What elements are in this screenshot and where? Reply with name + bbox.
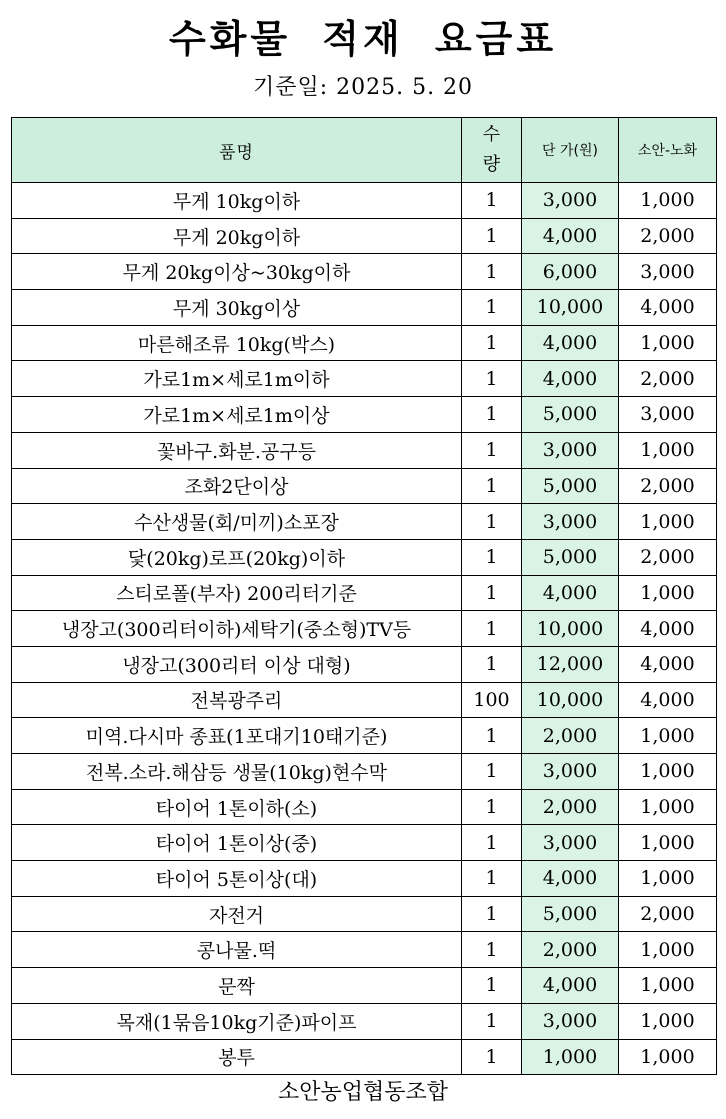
route-fee-cell: 2,000 (619, 361, 717, 397)
header-quantity-part1: 수 (482, 124, 501, 145)
header-quantity (462, 118, 522, 183)
table-row (12, 932, 717, 968)
header-item-name (12, 118, 462, 183)
unit-price-cell: 10,000 (522, 682, 619, 718)
route-fee-cell: 1,000 (619, 754, 717, 790)
unit-price-cell: 4,000 (522, 218, 619, 254)
table-row (12, 611, 717, 647)
table-header-row (12, 118, 717, 183)
route-fee-cell: 1,000 (619, 575, 717, 611)
table-row (12, 896, 717, 932)
route-fee-cell: 4,000 (619, 611, 717, 647)
quantity-cell: 1 (462, 646, 522, 682)
unit-price-cell: 10,000 (522, 290, 619, 326)
item-name-cell: 미역.다시마 종표(1포대기10태기준) (12, 718, 462, 754)
unit-price-cell: 3,000 (522, 432, 619, 468)
quantity-cell: 1 (462, 504, 522, 540)
item-name-cell: 조화2단이상 (12, 468, 462, 504)
route-fee-cell: 1,000 (619, 325, 717, 361)
table-row (12, 754, 717, 790)
unit-price-cell: 1,000 (522, 1039, 619, 1075)
table-row (12, 718, 717, 754)
route-fee-cell: 1,000 (619, 718, 717, 754)
quantity-cell: 1 (462, 183, 522, 219)
item-name-cell: 타이어 1톤이하(소) (12, 789, 462, 825)
item-name-cell: 전복.소라.해삼등 생물(10kg)현수막 (12, 754, 462, 790)
route-fee-cell: 1,000 (619, 789, 717, 825)
item-name-cell: 타이어 5톤이상(대) (12, 861, 462, 897)
unit-price-cell: 5,000 (522, 397, 619, 433)
item-name-cell: 무게 30kg이상 (12, 290, 462, 326)
quantity-cell: 100 (462, 682, 522, 718)
unit-price-cell: 6,000 (522, 254, 619, 290)
route-fee-cell: 1,000 (619, 968, 717, 1004)
table-row (12, 825, 717, 861)
unit-price-cell: 2,000 (522, 932, 619, 968)
quantity-cell: 1 (462, 539, 522, 575)
quantity-cell: 1 (462, 218, 522, 254)
quantity-cell: 1 (462, 968, 522, 1004)
route-fee-cell: 1,000 (619, 861, 717, 897)
table-row (12, 218, 717, 254)
unit-price-cell: 3,000 (522, 754, 619, 790)
unit-price-cell: 3,000 (522, 825, 619, 861)
quantity-cell: 1 (462, 825, 522, 861)
table-row (12, 325, 717, 361)
quantity-cell: 1 (462, 932, 522, 968)
unit-price-cell: 5,000 (522, 896, 619, 932)
table-row (12, 539, 717, 575)
item-name-cell: 봉투 (12, 1039, 462, 1075)
page-title: 수화물 적재 요금표 (168, 16, 558, 61)
item-name-cell: 스티로폴(부자) 200리터기준 (12, 575, 462, 611)
quantity-cell: 1 (462, 789, 522, 825)
route-fee-cell: 1,000 (619, 504, 717, 540)
route-fee-cell: 1,000 (619, 825, 717, 861)
unit-price-cell: 3,000 (522, 1003, 619, 1039)
route-fee-cell: 1,000 (619, 1039, 717, 1075)
organization-name: 소안농업협동조합 (277, 1080, 449, 1105)
route-fee-cell: 4,000 (619, 290, 717, 326)
header-item-name-part1: 품 (219, 142, 237, 163)
quantity-cell: 1 (462, 468, 522, 504)
quantity-cell: 1 (462, 397, 522, 433)
table-row (12, 789, 717, 825)
table-row (12, 468, 717, 504)
table-row (12, 861, 717, 897)
route-fee-cell: 1,000 (619, 432, 717, 468)
unit-price-cell: 2,000 (522, 789, 619, 825)
unit-price-cell: 5,000 (522, 539, 619, 575)
unit-price-cell: 4,000 (522, 968, 619, 1004)
unit-price-cell: 5,000 (522, 468, 619, 504)
quantity-cell: 1 (462, 861, 522, 897)
item-name-cell: 가로1m×세로1m이하 (12, 361, 462, 397)
table-row (12, 361, 717, 397)
fee-table (11, 117, 717, 1075)
quantity-cell: 1 (462, 290, 522, 326)
route-fee-cell: 1,000 (619, 183, 717, 219)
route-fee-cell: 4,000 (619, 646, 717, 682)
item-name-cell: 타이어 1톤이상(중) (12, 825, 462, 861)
quantity-cell: 1 (462, 575, 522, 611)
unit-price-cell: 12,000 (522, 646, 619, 682)
route-fee-cell: 2,000 (619, 539, 717, 575)
route-fee-cell: 2,000 (619, 218, 717, 254)
quantity-cell: 1 (462, 1039, 522, 1075)
route-fee-cell: 2,000 (619, 896, 717, 932)
route-fee-cell: 1,000 (619, 932, 717, 968)
item-name-cell: 콩나물.떡 (12, 932, 462, 968)
header-route-fee: 소안-노화 (619, 118, 717, 183)
quantity-cell: 1 (462, 254, 522, 290)
unit-price-cell: 3,000 (522, 183, 619, 219)
unit-price-cell: 4,000 (522, 325, 619, 361)
table-row (12, 397, 717, 433)
route-fee-cell: 3,000 (619, 397, 717, 433)
unit-price-cell: 10,000 (522, 611, 619, 647)
table-row (12, 504, 717, 540)
quantity-cell: 1 (462, 754, 522, 790)
item-name-cell: 문짝 (12, 968, 462, 1004)
quantity-cell: 1 (462, 361, 522, 397)
item-name-cell: 냉장고(300리터이하)세탁기(중소형)TV등 (12, 611, 462, 647)
table-row (12, 682, 717, 718)
quantity-cell: 1 (462, 896, 522, 932)
table-row (12, 432, 717, 468)
item-name-cell: 무게 20kg이하 (12, 218, 462, 254)
unit-price-cell: 4,000 (522, 861, 619, 897)
unit-price-cell: 3,000 (522, 504, 619, 540)
route-fee-cell: 1,000 (619, 1003, 717, 1039)
unit-price-cell: 4,000 (522, 575, 619, 611)
route-fee-cell: 4,000 (619, 682, 717, 718)
unit-price-cell: 4,000 (522, 361, 619, 397)
item-name-cell: 수산생물(회/미끼)소포장 (12, 504, 462, 540)
quantity-cell: 1 (462, 611, 522, 647)
item-name-cell: 닻(20kg)로프(20kg)이하 (12, 539, 462, 575)
quantity-cell: 1 (462, 718, 522, 754)
quantity-cell: 1 (462, 432, 522, 468)
table-row (12, 1039, 717, 1075)
table-row (12, 290, 717, 326)
route-fee-cell: 3,000 (619, 254, 717, 290)
table-row (12, 1003, 717, 1039)
reference-date: 기준일: 2025. 5. 20 (252, 75, 474, 100)
item-name-cell: 무게 20kg이상~30kg이하 (12, 254, 462, 290)
table-row (12, 968, 717, 1004)
item-name-cell: 가로1m×세로1m이상 (12, 397, 462, 433)
route-fee-cell: 2,000 (619, 468, 717, 504)
item-name-cell: 전복광주리 (12, 682, 462, 718)
item-name-cell: 무게 10kg이하 (12, 183, 462, 219)
item-name-cell: 자전거 (12, 896, 462, 932)
table-row (12, 183, 717, 219)
quantity-cell: 1 (462, 1003, 522, 1039)
table-row (12, 254, 717, 290)
table-row (12, 575, 717, 611)
item-name-cell: 마른해조류 10kg(박스) (12, 325, 462, 361)
table-row (12, 646, 717, 682)
header-item-name-part2: 명 (236, 142, 254, 163)
item-name-cell: 꽃바구.화분.공구등 (12, 432, 462, 468)
item-name-cell: 냉장고(300리터 이상 대형) (12, 646, 462, 682)
quantity-cell: 1 (462, 325, 522, 361)
header-unit-price: 단 가(원) (522, 118, 619, 183)
item-name-cell: 목재(1묶음10kg기준)파이프 (12, 1003, 462, 1039)
header-quantity-part2: 량 (482, 154, 501, 175)
unit-price-cell: 2,000 (522, 718, 619, 754)
